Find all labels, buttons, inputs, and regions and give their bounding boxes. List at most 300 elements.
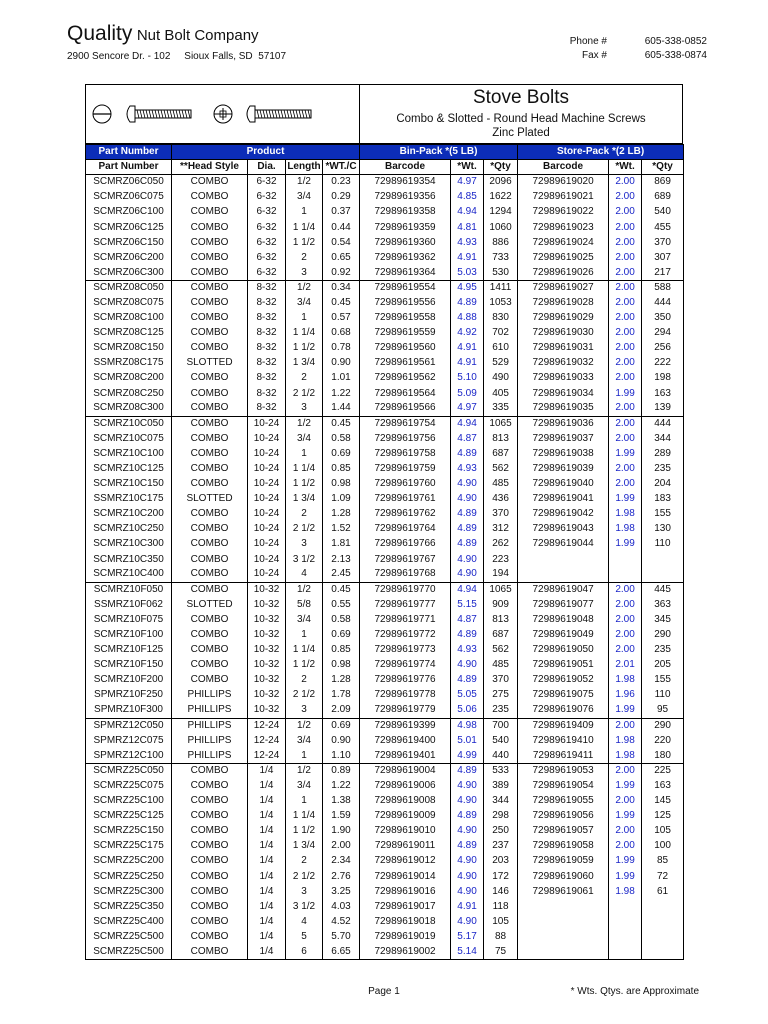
table-cell: COMBO (172, 326, 248, 341)
table-cell (518, 899, 609, 914)
table-cell: 250 (484, 824, 518, 839)
table-cell: 0.69 (323, 718, 360, 733)
table-cell: 1.38 (323, 794, 360, 809)
table-cell: 72989619042 (518, 507, 609, 522)
table-cell: 72989619061 (518, 884, 609, 899)
table-cell: 4.90 (451, 778, 484, 793)
table-cell: SCMRZ10C400 (86, 567, 172, 582)
table-cell: 2.34 (323, 854, 360, 869)
table-cell (518, 567, 609, 582)
table-cell: 6-32 (248, 265, 286, 280)
company-name-big: Quality (67, 22, 133, 45)
table-cell: 6-32 (248, 190, 286, 205)
table-cell: 110 (642, 537, 684, 552)
table-cell: 146 (484, 884, 518, 899)
table-row (86, 401, 684, 416)
table-cell: 10-32 (248, 688, 286, 703)
table-row (86, 492, 684, 507)
table-cell: 1.09 (323, 492, 360, 507)
table-cell: 95 (642, 703, 684, 718)
table-cell: SCMRZ10C125 (86, 461, 172, 476)
table-cell: COMBO (172, 778, 248, 793)
table-cell: 72989619566 (360, 401, 451, 416)
col-header: *Qty (642, 160, 684, 175)
table-row (86, 552, 684, 567)
table-cell: 72989619043 (518, 522, 609, 537)
table-cell: 3 (286, 401, 323, 416)
table-cell: 72989619776 (360, 673, 451, 688)
table-cell: 4.93 (451, 643, 484, 658)
table-cell: SCMRZ10C050 (86, 416, 172, 431)
table-cell: 0.98 (323, 477, 360, 492)
table-cell: SCMRZ08C150 (86, 341, 172, 356)
table-cell: 4.52 (323, 914, 360, 929)
table-cell: 72989619056 (518, 809, 609, 824)
table-row (86, 341, 684, 356)
table-cell: 72989619022 (518, 205, 609, 220)
table-cell: 163 (642, 386, 684, 401)
table-cell: 2.45 (323, 567, 360, 582)
table-cell: COMBO (172, 295, 248, 310)
table-cell: 4.91 (451, 356, 484, 371)
table-cell: 370 (642, 235, 684, 250)
table-cell: 1 (286, 794, 323, 809)
table-cell: 10-24 (248, 416, 286, 431)
table-cell: COMBO (172, 190, 248, 205)
table-cell: 1/2 (286, 763, 323, 778)
table-row (86, 280, 684, 295)
col-header: Length (286, 160, 323, 175)
table-cell: 1/2 (286, 582, 323, 597)
table-cell: 1 1/2 (286, 341, 323, 356)
table-cell: 886 (484, 235, 518, 250)
product-titles (360, 85, 682, 143)
table-cell: 72989619037 (518, 431, 609, 446)
table-cell: 0.68 (323, 326, 360, 341)
table-cell: SPMRZ12C075 (86, 733, 172, 748)
table-cell: 2.00 (609, 175, 642, 190)
table-cell: 2.00 (609, 220, 642, 235)
table-cell: COMBO (172, 673, 248, 688)
table-cell (518, 944, 609, 959)
table-cell: 72989619356 (360, 190, 451, 205)
table-cell: SCMRZ06C200 (86, 250, 172, 265)
table-cell: COMBO (172, 205, 248, 220)
col-header: *Wt. (609, 160, 642, 175)
table-cell: 10-24 (248, 461, 286, 476)
table-cell: 2.00 (609, 295, 642, 310)
table-cell: 2 1/2 (286, 869, 323, 884)
table-cell (642, 929, 684, 944)
table-row (86, 688, 684, 703)
table-cell: 2 1/2 (286, 522, 323, 537)
table-cell: 72989619400 (360, 733, 451, 748)
table-cell: 1/4 (248, 824, 286, 839)
table-cell: COMBO (172, 839, 248, 854)
table-cell: 72989619401 (360, 748, 451, 763)
table-cell: 0.54 (323, 235, 360, 250)
table-cell: 1411 (484, 280, 518, 295)
table-cell: 1065 (484, 416, 518, 431)
product-header (85, 84, 683, 144)
table-cell: COMBO (172, 824, 248, 839)
table-cell: 4.92 (451, 326, 484, 341)
table-cell (642, 944, 684, 959)
table-cell: 2096 (484, 175, 518, 190)
table-cell: 1.99 (609, 703, 642, 718)
fax-label: Fax # (581, 50, 607, 61)
table-cell: 72989619411 (518, 748, 609, 763)
table-cell: 72989619020 (518, 175, 609, 190)
table-cell: 72989619768 (360, 567, 451, 582)
table-cell: 72989619779 (360, 703, 451, 718)
table-cell: 10-24 (248, 507, 286, 522)
table-cell: 610 (484, 341, 518, 356)
table-cell: SCMRZ10C150 (86, 477, 172, 492)
table-cell: 1/4 (248, 914, 286, 929)
table-cell: 0.85 (323, 643, 360, 658)
table-cell: 1.52 (323, 522, 360, 537)
table-cell (518, 929, 609, 944)
table-cell: 1/4 (248, 899, 286, 914)
company-name-rest: Nut Bolt Company (136, 27, 259, 44)
table-cell: 4.97 (451, 401, 484, 416)
table-cell: 10-24 (248, 552, 286, 567)
table-row (86, 597, 684, 612)
table-cell: 0.44 (323, 220, 360, 235)
table-cell: 490 (484, 371, 518, 386)
table-row (86, 461, 684, 476)
table-cell: 869 (642, 175, 684, 190)
table-cell: SCMRZ08C200 (86, 371, 172, 386)
table-cell: 72989619019 (360, 929, 451, 944)
product-finish: Zinc Plated (492, 127, 550, 139)
table-cell: 72989619004 (360, 763, 451, 778)
table-cell: 10-32 (248, 597, 286, 612)
table-cell: 1.98 (609, 884, 642, 899)
table-cell (642, 914, 684, 929)
table-cell: 205 (642, 658, 684, 673)
table-cell: SCMRZ25C300 (86, 884, 172, 899)
table-cell (642, 552, 684, 567)
table-cell: 1 1/2 (286, 477, 323, 492)
table-cell: 1 1/4 (286, 326, 323, 341)
table-cell: 2.00 (609, 839, 642, 854)
table-cell: 130 (642, 522, 684, 537)
table-cell: 275 (484, 688, 518, 703)
table-cell: 10-32 (248, 612, 286, 627)
table-cell: 72989619770 (360, 582, 451, 597)
table-cell: 289 (642, 446, 684, 461)
table-cell: 4.90 (451, 552, 484, 567)
table-cell: 1.99 (609, 809, 642, 824)
table-cell: COMBO (172, 612, 248, 627)
table-cell: 1.28 (323, 507, 360, 522)
table-cell: 1.10 (323, 748, 360, 763)
table-cell: 1 (286, 205, 323, 220)
table-row (86, 718, 684, 733)
table-cell: 1.96 (609, 688, 642, 703)
table-row (86, 567, 684, 582)
table-cell: 4.90 (451, 914, 484, 929)
table-cell: 1/4 (248, 794, 286, 809)
table-cell: SPMRZ10F300 (86, 703, 172, 718)
table-cell: 72989619561 (360, 356, 451, 371)
table-cell: 222 (642, 356, 684, 371)
table-cell: 1/2 (286, 175, 323, 190)
table-cell: 72989619057 (518, 824, 609, 839)
bolt-side-icon (127, 106, 191, 122)
table-cell: 445 (642, 582, 684, 597)
table-cell: 1 1/4 (286, 220, 323, 235)
table-cell: 1053 (484, 295, 518, 310)
table-cell: 2.00 (609, 280, 642, 295)
table-cell: COMBO (172, 582, 248, 597)
table-cell: 72989619559 (360, 326, 451, 341)
table-cell: 72989619054 (518, 778, 609, 793)
footnote: * Wts. Qtys. are Approximate (570, 986, 699, 997)
table-cell: 72989619025 (518, 250, 609, 265)
table-cell: 8-32 (248, 356, 286, 371)
table-cell: 72989619767 (360, 552, 451, 567)
table-cell: 4.94 (451, 416, 484, 431)
table-cell: 4.91 (451, 899, 484, 914)
table-cell: 1/2 (286, 416, 323, 431)
table-cell: 72989619017 (360, 899, 451, 914)
company-name (67, 22, 259, 46)
table-cell: 4.89 (451, 673, 484, 688)
table-cell: 235 (642, 461, 684, 476)
table-cell (609, 929, 642, 944)
col-header: Barcode (360, 160, 451, 175)
table-cell: 4.97 (451, 175, 484, 190)
table-cell: SPMRZ12C100 (86, 748, 172, 763)
table-cell: 2.00 (609, 763, 642, 778)
table-cell: 4 (286, 567, 323, 582)
table-row (86, 371, 684, 386)
table-cell: 3/4 (286, 295, 323, 310)
table-cell: 687 (484, 446, 518, 461)
table-cell: 5.17 (451, 929, 484, 944)
table-cell: 2.00 (609, 356, 642, 371)
table-cell: 204 (642, 477, 684, 492)
table-row (86, 884, 684, 899)
table-cell: 4.87 (451, 612, 484, 627)
table-cell: COMBO (172, 929, 248, 944)
table-cell: 689 (642, 190, 684, 205)
table-cell: 3 (286, 884, 323, 899)
table-cell: 12-24 (248, 718, 286, 733)
phone-label: Phone # (569, 36, 607, 47)
table-cell: 8-32 (248, 326, 286, 341)
table-cell: 72989619028 (518, 295, 609, 310)
table-cell: SCMRZ25C500 (86, 929, 172, 944)
table-cell: 2.00 (609, 250, 642, 265)
slotted-head-icon (93, 105, 111, 123)
product-illustrations (86, 85, 360, 143)
table-cell: 0.57 (323, 311, 360, 326)
table-cell: 2 1/2 (286, 688, 323, 703)
table-cell: 72989619077 (518, 597, 609, 612)
table-cell: 1 1/4 (286, 643, 323, 658)
table-cell: 145 (642, 794, 684, 809)
table-row (86, 869, 684, 884)
table-cell: 155 (642, 673, 684, 688)
table-cell: 6 (286, 944, 323, 959)
table-cell: 1 1/4 (286, 461, 323, 476)
table-cell: 2.13 (323, 552, 360, 567)
table-cell: SCMRZ25C250 (86, 869, 172, 884)
table-cell: 4.89 (451, 537, 484, 552)
table-cell: SCMRZ10C350 (86, 552, 172, 567)
table-cell: COMBO (172, 431, 248, 446)
table-cell: 4.89 (451, 763, 484, 778)
table-cell: 72989619778 (360, 688, 451, 703)
table-cell: 1 3/4 (286, 492, 323, 507)
table-cell: 4.89 (451, 809, 484, 824)
table-cell: 8-32 (248, 401, 286, 416)
table-cell: SCMRZ25C400 (86, 914, 172, 929)
col-header: Barcode (518, 160, 609, 175)
table-cell: 4.90 (451, 824, 484, 839)
table-cell: 5.06 (451, 703, 484, 718)
table-cell: 10-24 (248, 492, 286, 507)
table-cell: 72989619554 (360, 280, 451, 295)
table-cell (609, 899, 642, 914)
table-cell: 700 (484, 718, 518, 733)
table-cell: 0.85 (323, 461, 360, 476)
table-cell: 10-24 (248, 477, 286, 492)
table-row (86, 537, 684, 552)
table-cell: COMBO (172, 446, 248, 461)
table-cell: 1.99 (609, 537, 642, 552)
table-cell: 345 (642, 612, 684, 627)
table-cell: COMBO (172, 235, 248, 250)
table-cell: 1.90 (323, 824, 360, 839)
table-cell: SCMRZ10C075 (86, 431, 172, 446)
table-cell: 4.93 (451, 235, 484, 250)
table-cell: 172 (484, 869, 518, 884)
table-cell: 4.93 (451, 461, 484, 476)
table-cell: 72989619774 (360, 658, 451, 673)
table-cell: 0.58 (323, 431, 360, 446)
table-cell: 2.76 (323, 869, 360, 884)
table-cell: 183 (642, 492, 684, 507)
column-header-row (86, 160, 684, 175)
table-cell: COMBO (172, 763, 248, 778)
table-cell: COMBO (172, 280, 248, 295)
table-cell: 294 (642, 326, 684, 341)
table-cell: 72989619754 (360, 416, 451, 431)
table-cell: 1.99 (609, 492, 642, 507)
table-cell: 370 (484, 673, 518, 688)
table-cell: 1 3/4 (286, 839, 323, 854)
table-cell: 312 (484, 522, 518, 537)
table-cell: SCMRZ10F050 (86, 582, 172, 597)
table-cell: 0.45 (323, 295, 360, 310)
table-row (86, 356, 684, 371)
table-cell: 75 (484, 944, 518, 959)
table-cell: 3/4 (286, 733, 323, 748)
table-cell: 72989619362 (360, 250, 451, 265)
table-cell: SCMRZ08C300 (86, 401, 172, 416)
table-row (86, 899, 684, 914)
table-cell: 72989619059 (518, 854, 609, 869)
table-cell: 6.65 (323, 944, 360, 959)
table-row (86, 778, 684, 793)
table-cell: COMBO (172, 869, 248, 884)
table-cell: COMBO (172, 371, 248, 386)
table-cell: 72989619014 (360, 869, 451, 884)
table-cell: 2.00 (609, 718, 642, 733)
table-row (86, 733, 684, 748)
table-cell: 72989619030 (518, 326, 609, 341)
table-cell: 5.09 (451, 386, 484, 401)
table-cell: 72989619044 (518, 537, 609, 552)
table-cell: 8-32 (248, 386, 286, 401)
table-cell: SCMRZ10C100 (86, 446, 172, 461)
table-cell: 72989619409 (518, 718, 609, 733)
table-cell: 6-32 (248, 220, 286, 235)
table-cell: 0.58 (323, 612, 360, 627)
table-cell: 4.90 (451, 854, 484, 869)
table-cell: 2.00 (609, 190, 642, 205)
table-cell: 1.99 (609, 778, 642, 793)
col-header: Part Number (86, 160, 172, 175)
table-row (86, 914, 684, 929)
table-cell: 0.29 (323, 190, 360, 205)
table-cell: 444 (642, 416, 684, 431)
table-cell (609, 567, 642, 582)
table-cell: 0.23 (323, 175, 360, 190)
table-cell (642, 899, 684, 914)
table-cell: 72989619558 (360, 311, 451, 326)
table-cell: 1.22 (323, 386, 360, 401)
table-cell: 1.98 (609, 507, 642, 522)
table-cell: 0.45 (323, 416, 360, 431)
table-cell: COMBO (172, 265, 248, 280)
table-cell: 72989619564 (360, 386, 451, 401)
table-row (86, 295, 684, 310)
table-row (86, 839, 684, 854)
table-cell: 72989619399 (360, 718, 451, 733)
table-row (86, 431, 684, 446)
table-cell: 72989619060 (518, 869, 609, 884)
table-cell: 540 (642, 205, 684, 220)
table-cell: 237 (484, 839, 518, 854)
table-cell: 335 (484, 401, 518, 416)
table-cell: PHILLIPS (172, 733, 248, 748)
table-cell: SCMRZ08C100 (86, 311, 172, 326)
col-header: *WT./C (323, 160, 360, 175)
table-cell: 2.00 (323, 839, 360, 854)
table-cell: 2 (286, 507, 323, 522)
table-cell: SCMRZ10F100 (86, 628, 172, 643)
table-cell: 72989619772 (360, 628, 451, 643)
table-cell: 2.01 (609, 658, 642, 673)
table-cell: 10-32 (248, 673, 286, 688)
table-row (86, 628, 684, 643)
bolt-side-icon-2 (247, 106, 311, 122)
table-cell: 72989619049 (518, 628, 609, 643)
table-cell: 72989619036 (518, 416, 609, 431)
table-cell: 813 (484, 612, 518, 627)
table-cell: 155 (642, 507, 684, 522)
table-cell: 485 (484, 658, 518, 673)
table-cell: SCMRZ10F075 (86, 612, 172, 627)
table-cell: 223 (484, 552, 518, 567)
table-cell: 2.00 (609, 582, 642, 597)
